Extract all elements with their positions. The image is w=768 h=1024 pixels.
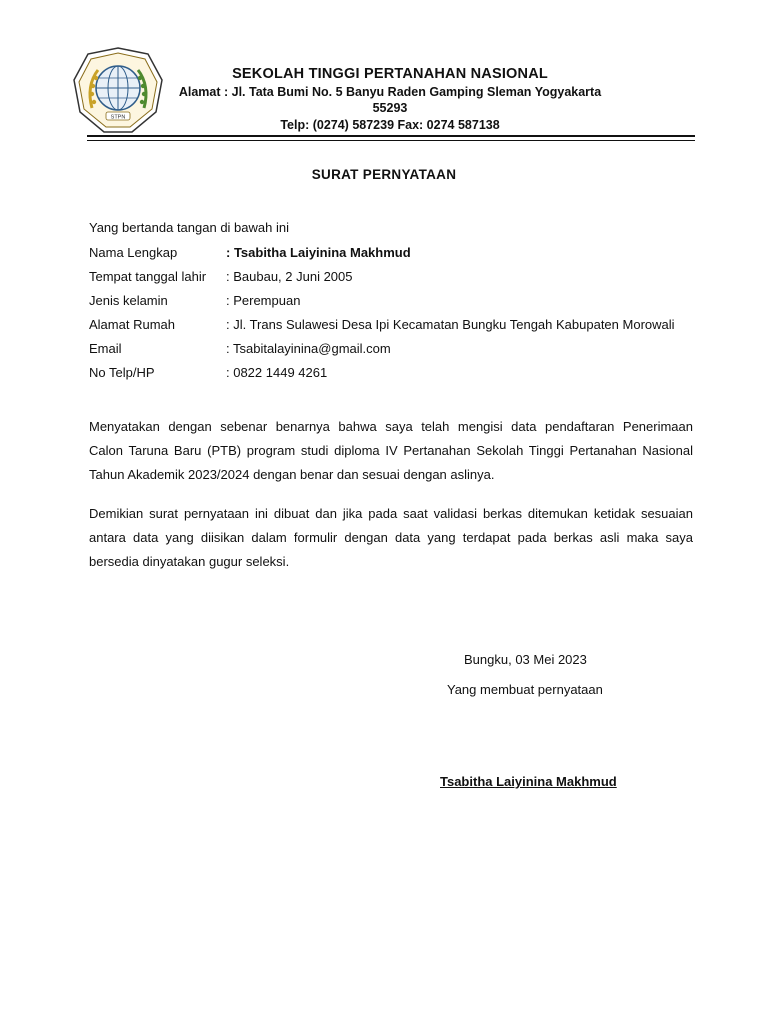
letterhead-divider-thick (87, 135, 695, 137)
field-label: Jenis kelamin (89, 293, 168, 308)
statement-paragraph (89, 415, 693, 487)
closing-paragraph (89, 502, 693, 574)
institution-name: SEKOLAH TINGGI PERTANAHAN NASIONAL (232, 66, 548, 82)
field-value: : Tsabitha Laiyinina Makhmud (226, 245, 411, 260)
field-label: Alamat Rumah (89, 317, 175, 332)
field-value: : Baubau, 2 Juni 2005 (226, 269, 353, 284)
document-title: SURAT PERNYATAAN (311, 167, 457, 182)
paragraph-line: antara data yang diisikan dalam formulir dengan data yang terdapat pada berkas asli maka saya (89, 530, 693, 545)
letterhead-divider-thin (87, 140, 695, 141)
stpn-logo (70, 44, 166, 136)
field-label: Email (89, 341, 122, 356)
institution-postal-code: 55293 (372, 101, 408, 115)
field-value: : 0822 1449 4261 (226, 365, 328, 380)
logo-label: STPN (110, 114, 126, 121)
intro-text: Yang bertanda tangan di bawah ini (89, 220, 289, 235)
paragraph-line: Tahun Akademik 2023/2024 dengan benar dan sesuai dengan aslinya. (89, 467, 495, 482)
field-value: : Tsabitalayinina@gmail.com (226, 341, 391, 356)
field-value: : Jl. Trans Sulawesi Desa Ipi Kecamatan Bungku Tengah Kabupaten Morowali (226, 317, 675, 332)
paragraph-line: Menyatakan dengan sebenar benarnya bahwa saya telah mengisi data pendaftaran Penerimaan (89, 419, 693, 434)
institution-phone-fax: Telp: (0274) 587239 Fax: 0274 587138 (280, 118, 500, 132)
paragraph-line: Calon Taruna Baru (PTB) program studi diploma IV Pertanahan Sekolah Tinggi Pertanahan Nasional (89, 443, 693, 458)
field-label: Tempat tanggal lahir (89, 269, 207, 284)
paragraph-line: bersedia dinyatakan gugur seleksi. (89, 554, 290, 569)
field-value: : Perempuan (226, 293, 301, 308)
field-label: Nama Lengkap (89, 245, 178, 260)
paragraph-line: Demikian surat pernyataan ini dibuat dan jika pada saat validasi berkas ditemukan ketidak sesuaian (89, 506, 693, 521)
institution-address: Alamat : Jl. Tata Bumi No. 5 Banyu Raden Gamping Sleman Yogyakarta (178, 85, 602, 99)
field-label: No Telp/HP (89, 365, 155, 380)
signatory-name: Tsabitha Laiyinina Makhmud (440, 774, 617, 789)
signature-place-date: Bungku, 03 Mei 2023 (464, 652, 587, 667)
signature-role: Yang membuat pernyataan (447, 682, 603, 697)
